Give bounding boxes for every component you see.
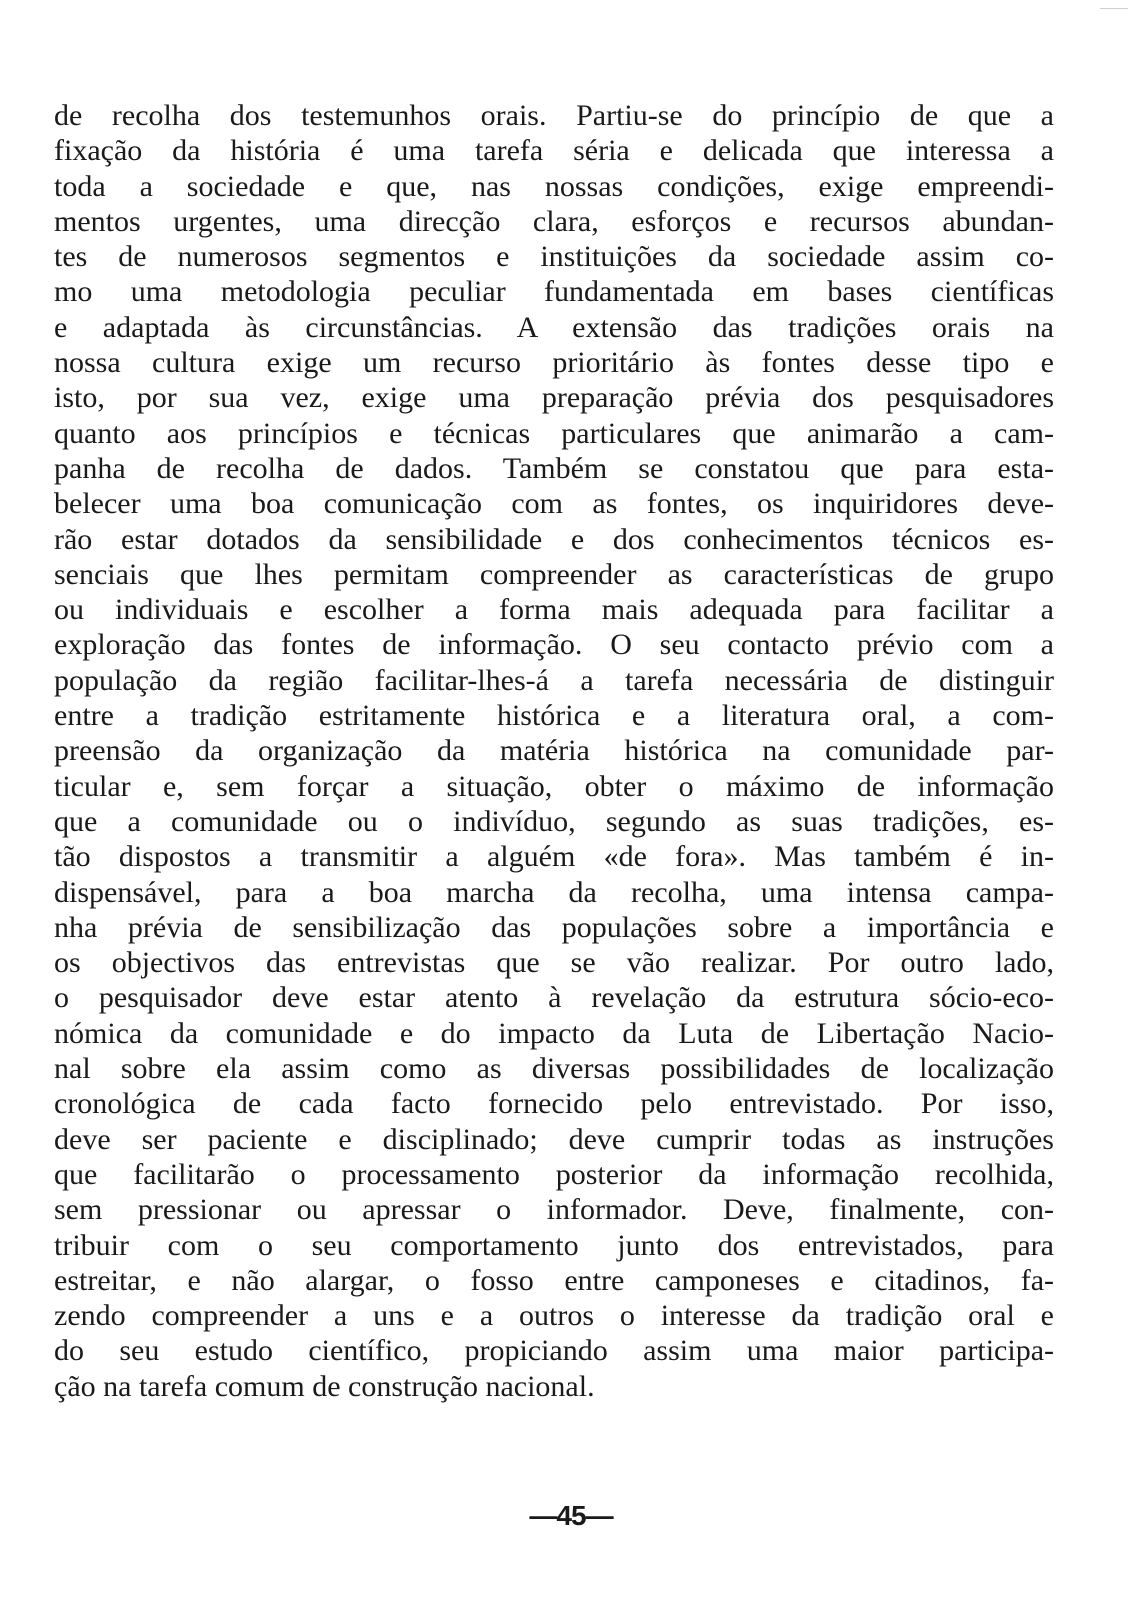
text-line: mo uma metodologia peculiar fundamentada em bases científicas [54, 275, 1054, 309]
text-line: que facilitarão o processamento posterior da informação recolhida, [54, 1157, 1054, 1191]
page-number: —45— [529, 1500, 613, 1531]
text-line: nha prévia de sensibilização das populações sobre a importância e [54, 910, 1054, 944]
text-line: nossa cultura exige um recurso prioritário às fontes desse tipo e [54, 346, 1054, 380]
text-line: tes de numerosos segmentos e instituições da sociedade assim co- [54, 240, 1054, 274]
text-line: preensão da organização da matéria histórica na comunidade par- [54, 734, 1054, 768]
text-line: panha de recolha de dados. Também se constatou que para esta- [54, 451, 1054, 485]
text-line: tribuir com o seu comportamento junto dos entrevistados, para [54, 1228, 1054, 1262]
text-line: toda a sociedade e que, nas nossas condições, exige empreendi- [54, 169, 1054, 203]
text-line: senciais que lhes permitam compreender as características de grupo [54, 557, 1054, 591]
text-line: zendo compreender a uns e a outros o interesse da tradição oral e [54, 1299, 1054, 1333]
text-line: nal sobre ela assim como as diversas possibilidades de localização [54, 1052, 1054, 1086]
text-line: isto, por sua vez, exige uma preparação prévia dos pesquisadores [54, 381, 1054, 415]
text-line: estreitar, e não alargar, o fosso entre camponeses e citadinos, fa- [54, 1263, 1054, 1297]
text-line: nómica da comunidade e do impacto da Luta de Libertação Nacio- [54, 1016, 1054, 1050]
text-line: belecer uma boa comunicação com as fontes, os inquiridores deve- [54, 487, 1054, 521]
text-line: do seu estudo científico, propiciando assim uma maior participa- [54, 1334, 1054, 1368]
body-text [54, 98, 1054, 1404]
text-line: mentos urgentes, uma direcção clara, esforços e recursos abundan- [54, 204, 1054, 238]
text-line: o pesquisador deve estar atento à revelação da estrutura sócio-eco- [54, 981, 1054, 1015]
text-line: população da região facilitar-lhes-á a tarefa necessária de distinguir [54, 663, 1054, 697]
text-line: ção na tarefa comum de construção nacional. [54, 1369, 595, 1403]
text-line: fixação da história é uma tarefa séria e delicada que interessa a [54, 134, 1054, 168]
corner-mark [1100, 8, 1128, 9]
text-line: que a comunidade ou o indivíduo, segundo as suas tradições, es- [54, 804, 1054, 838]
text-line: deve ser paciente e disciplinado; deve cumprir todas as instruções [54, 1122, 1054, 1156]
text-line: rão estar dotados da sensibilidade e dos conhecimentos técnicos es- [54, 522, 1054, 556]
text-line: e adaptada às circunstâncias. A extensão das tradições orais na [54, 310, 1054, 344]
text-line: sem pressionar ou apressar o informador. Deve, finalmente, con- [54, 1193, 1054, 1227]
text-line: de recolha dos testemunhos orais. Partiu-se do princípio de que a [54, 99, 1054, 132]
text-line: cronológica de cada facto fornecido pelo entrevistado. Por isso, [54, 1087, 1054, 1121]
text-line: ticular e, sem forçar a situação, obter o máximo de informação [54, 769, 1054, 803]
text-line: quanto aos princípios e técnicas particulares que animarão a cam- [54, 416, 1054, 450]
text-line: exploração das fontes de informação. O seu contacto prévio com a [54, 628, 1054, 662]
text-line: entre a tradição estritamente histórica e a literatura oral, a com- [54, 699, 1054, 733]
text-line: ou individuais e escolher a forma mais adequada para facilitar a [54, 593, 1054, 627]
text-line: os objectivos das entrevistas que se vão realizar. Por outro lado, [54, 946, 1054, 980]
text-line: dispensável, para a boa marcha da recolha, uma intensa campa- [54, 875, 1054, 909]
text-line: tão dispostos a transmitir a alguém «de fora». Mas também é in- [54, 840, 1054, 874]
